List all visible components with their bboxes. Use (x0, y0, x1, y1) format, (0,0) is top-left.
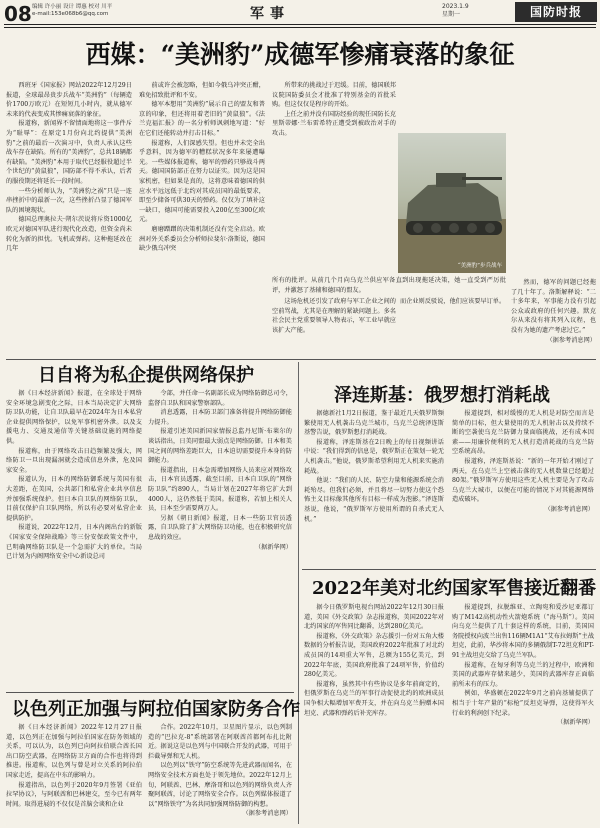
article-japan-col-2 (148, 389, 292, 689)
paragraph: 报道称，人们深感失望。但也并未完全出乎意料，因为德军的糟糕状况多年来屡遭曝光。一些媒体报道称，德军的弹药只够战斗两天。德国国防部正在努力以证实。因为这是国家机密，但如果是真的，这将意味着德国的供应水平远远低于北约对其成员国的最低要求，即至少储备可供30天的弹药。仅仅为了填补这一缺口，德国可能需要投入200亿至300亿欧元。 (139, 139, 265, 224)
paragraph: 报道称，新闻界不留情面地将这一事件斥为“耻辱”：在原定1月份向北约提供“美洲豹”之前的最后一次演习中，负责人承认这些战车存在缺陷。所有的“美洲豹”，总共18辆都有缺陷。“美洲豹”本用于取代已经服役超过半个世纪的“黄鼠狼”，国防部不得不承认，后者的服役期还将延长一段时间。 (6, 120, 132, 185)
article-arms-col-2 (452, 603, 594, 825)
article-main-col-4b (400, 297, 506, 353)
paragraph: 报道认为，日本的网络防御系统与美国有很大差距，在美国，公共部门和私营企业共享信息并加强系统保护。但日本自卫队的网络防卫队，目前仅保护自卫队网络，所以有必要对私营企业提供防护。 (6, 476, 142, 522)
paragraph: 报道提到，相对缓慢的无人机是对防空而言是简单的目标，但大量使用的无人机射击以及持续不断的空袭使乌克兰防御力量面临挑战，还有成本因素——用廉价便利的无人机打造消耗战的乌克兰防空系统高昂。 (452, 410, 594, 456)
paragraph: 然而，德军的问题已经拖了几十年了。洛斯解释说：“二十多年来，军事能力没有引起公众或政府的任何兴趣。默克尔从来没有将其列入议程，也没有为她的遗产考虑过它。” (511, 279, 596, 334)
armored-vehicle-icon (398, 133, 506, 273)
paragraph: 据德新社1月2日报道，鉴于最近几天俄罗斯频繁使用无人机袭击乌克兰城市，乌克兰总统泽连斯基警告说，俄罗斯想打消耗战。 (304, 410, 444, 437)
editor-email: e-mail:153e068b6@qq.com (32, 11, 109, 17)
article-arms-col-1 (304, 603, 444, 825)
paragraph: 以色列以“铁穹”防空系统等先进武器而闻名，在网络安全技术方面也处于领先地位。2022年12月上旬，阿联酋、巴林、摩洛哥和以色列的网络负责人齐聚阿联酋，讨论了网络安全合作。以色列媒体报道了以“网络铁穹”为名共同加强网络防御的构想。 (148, 762, 292, 808)
paragraph: 报道提到，拉脱维亚、立陶宛和爱沙尼亚都订购了M142高机动性火箭炮系统（“海马斯”）。美国向乌克兰提供了几十套这样的系统，目前，美国国务院授权向波兰出售116辆M1A1“艾布拉姆斯”主战坦克，此前，华沙将本国的多辆俄制T-72坦克和PT-91主战坦克交给了乌克兰军队。 (452, 604, 594, 659)
tank-photo (398, 133, 506, 273)
paragraph: 所有的批评。从前几个月向乌克兰供应军备直到出现拖延决策，她一直受到严厉批评，并激怒了基辅和德国的盟友。 (272, 277, 506, 294)
paragraph: 所带来的挑战过于迟缓。目前，德国联邦议院国防委员会才批准了特别基金的首批采购。但这仅仅是程序的开始。 (272, 82, 396, 109)
source-credit: （据新华网） (556, 719, 594, 727)
paragraph: 这场危机还引发了政府与军工企业之间的空前骂战，尤其是在理解的紧缺问题上。多名社会民主党重要领导人物表示，军工业早就应该扩大产能。 (272, 298, 396, 334)
article-israel-col-2 (148, 723, 292, 825)
source-credit: （据参考消息网） (546, 336, 596, 344)
editor-line: 编辑 许小丽 设计 谭惠 校对 川平 (32, 4, 113, 10)
paragraph: 上任之前并没有国防经验的现任国防长克里斯蒂娜·兰布雷希特正遭受到被政治对手的攻击。 (272, 110, 396, 137)
article-headline-zelensky: 泽连斯基：俄罗想打消耗战 (334, 385, 550, 406)
paragraph: 前或许会被忽略，但如今俄乌冲突正酣，难免招致批评和不安。 (139, 82, 265, 99)
page-number: 08 (4, 2, 32, 26)
paragraph: 而企业则反驳说，他们应该要早订单。 (400, 298, 506, 305)
article-headline-main: 西媒：“美洲豹”成德军惨痛衰落的象征 (85, 40, 515, 69)
section-divider (6, 692, 294, 693)
paragraph: 例如，华盛顿在2022年9月之前向基辅提供了相当于十年产量的“标枪”反坦克导弹，这使得军火行业的利润创下纪录。 (452, 690, 594, 717)
article-headline-arms-sales: 2022年美对北约国家军售接近翻番 (312, 578, 597, 599)
article-zelensky-col-1 (304, 409, 444, 565)
section-divider (6, 359, 596, 360)
article-japan-col-1 (6, 389, 142, 689)
paragraph: 报道引述美国新国家情报总监丹尼斯·布莱尔的谈话指出，日美同盟最大弱点是网络防御。日本和美国之间的网络差距巨大，日本迫切需要提升本身的防御能力。 (148, 428, 292, 465)
paragraph: 报道指出，日本急需增加网络人员来应对网络攻击，日本官员透露，截至目前，日本自卫队的“网络防卫队”约890人，当局计划在2027年将它扩大到4000人，这仍然低于美国。报道称，若加上相关人员，日本至少需要两万人。 (148, 466, 292, 513)
column-divider (298, 362, 299, 824)
paragraph: 德军本想用“美洲豹”展示自己的盟友和普京的印象，但还将用着老旧的“黄鼠狼”。《法兰克福汇报》的一名分析师讽刺地写道：“好在它们还能转动并打击目标。” (139, 101, 265, 137)
paragraph: 据今日俄罗斯电视台网站2022年12月30日报道，美国《外交政策》杂志报道称，美国2022年对北约国家的军售同比翻番，达到280亿美元。 (304, 604, 444, 631)
paragraph: 西班牙《国家报》网站2022年12月29日报道，全球最昂贵步兵战车“美洲豹”（每辆造价1700万欧元）在短短几小时内，就从德军未来的代表变成其惨痛衰落的象征。 (6, 82, 132, 118)
paragraph: 磨磨蹭蹭的决策机制还没有完全启动。欧洲对外关系委员会分析师拉斐尔·洛斯说，德国缺少俄乌冲突 (139, 225, 265, 253)
section-title: 军事 (250, 6, 290, 22)
paragraph: 另据《朝日新闻》报道，日本一些防卫官员透露，自卫队除了扩大网络防卫功能，也在积极研究信息战的效应。 (148, 514, 292, 541)
paragraph: 报道称，由于网络攻击日趋频繁及强大，网络防卫一旦出现漏洞就会造成信息外泄，危及国家安全。 (6, 447, 142, 474)
paragraph: 报道称，泽连斯基在2日晚上的每日视频讲话中说：“我们得到的信息是，俄罗斯正在策划一轮无人机袭击。”他说，俄罗斯希望利用无人机来实施消耗战。 (304, 438, 444, 475)
article-main-col-3b (272, 297, 396, 353)
article-headline-israel: 以色列正加强与阿拉伯国家防务合作 (12, 699, 300, 720)
paragraph: 报道指出，以色列于2020年9月签署《亚伯拉罕协议》，与阿联酋和巴林建交，至今已有两年时间。取得进展的不仅仅是首脑会谈和企业 (6, 781, 142, 808)
masthead-rule-thin (4, 27, 596, 28)
paragraph: 据《日本经济新闻》报道，在全球处于网络安全环境急剧变化之际，日本当局决定扩大网络防卫队功能，让自卫队最早在2024年为日本私营企业提供网络保护，以免军事机密外泄。以及支援电力、交通及通信等关键基础设施的网络提供。 (6, 390, 142, 445)
paragraph: 合作。2022年10月，卫星图片显示，以色列制造的“巴拉克-8”系统部署在阿联酋首都阿布扎比附近。据说这是以色列与中国联合开发的武器，可用于拦截导弹和无人机。 (148, 724, 292, 760)
newspaper-logo: 国防时报 (515, 2, 597, 22)
paragraph: 报道称，《外交政策》杂志援引一份对五角大楼数据的分析报告说，美国政府2022年批准了对北约成员国的14项重大军售，总额为155亿美元，到2022年年底，美国政府批准了24项军售，价值约280亿美元。 (304, 632, 444, 679)
source-credit: （据参考消息网） (242, 810, 292, 818)
article-main-col-3 (272, 81, 396, 271)
weekday-text: 星期一 (442, 11, 461, 18)
paragraph: 报道说，2022年12月，日本内阁出台的新版《国家安全保障战略》等三份安保政策文件中，已明确网络防卫队是一个急需扩大的单位。当局已计划为内阁网络安全中心新设总司 (6, 524, 142, 561)
paragraph: 报道称，虽然其中有些协议是多年前商定的，但俄罗斯在乌克兰的军事行动促使北约的欧洲成员国争相大幅增加军费开支，并在向乌克兰捐赠本国坦克、武器和弹药后补充库存。 (304, 680, 444, 717)
source-credit: （据参考消息网） (544, 505, 594, 513)
article-main-wide-text (272, 276, 506, 296)
article-main-col-5 (511, 278, 596, 356)
masthead-rule (4, 24, 596, 25)
article-headline-japan: 日自将为私企提供网络保护 (38, 365, 254, 386)
source-credit: （据新华网） (254, 543, 292, 551)
paragraph: 一些分析师认为，“美洲豹之祸”只是一连串挫折中的最新一次，这些挫折凸显了德国军队的困境现状。 (6, 187, 132, 214)
editor-credits (32, 4, 112, 18)
paragraph: 报道称，在匈牙利等乌克兰的过程中，欧洲和美国的武器库存储来越少，美国的武器库存正面临前所未有的压力。 (452, 661, 594, 688)
paragraph: 据《日本经济新闻》2022年12月27日报道，以色列正在加强与阿拉伯国家在防务领域的关系，可以认为，以色列已向阿拉伯联合酋长国出口防空武器，在网络防卫方面的合作也将得到推进。报道称，以色列与曾是对立关系的阿拉伯国家走近，提高在中东的影响力。 (6, 724, 142, 779)
paragraph: 令部，并任命一名副部长成为网络防御总司令，监督自卫队和国家警察部队。 (148, 390, 292, 407)
paragraph: 德国总理奥拉夫·朔尔茨说将斥资1000亿欧元对德国军队进行现代化改造，但资金尚未转化为新的担忧。飞机或弹药。这种拖延改在几年 (6, 216, 132, 253)
section-divider (302, 569, 596, 570)
paragraph: 消息透露，日本防卫部门准备将提升网络防御能力提升。 (148, 409, 292, 426)
paragraph: 报道称，泽连斯基说：“新的一年开始才刚过了两天，在乌克兰上空被击落的无人机数量已经超过80架。”俄罗斯军方使用这些无人机主要是为了攻击乌克兰大城市，以便在可能的情况下对其能源网络造成破坏。 (452, 457, 594, 504)
date-text: 2023.1.9 (442, 3, 469, 10)
paragraph: 他说：“我们的人民、防空力量和能源系统会消耗殆尽。但我们必须，并且将尽一切努力使这个恐怖主义目标像其他所有目标一样成为泡影。”泽连斯基说，他说，“俄罗斯军方使用所谓的自杀式无人机。” (304, 477, 444, 523)
article-main-col-1 (6, 81, 132, 356)
article-israel-col-1 (6, 723, 142, 825)
photo-caption: “美洲豹”步兵战车 (457, 263, 502, 269)
article-main-col-2 (139, 81, 265, 356)
article-zelensky-col-2 (452, 409, 594, 565)
issue-date (442, 3, 469, 19)
